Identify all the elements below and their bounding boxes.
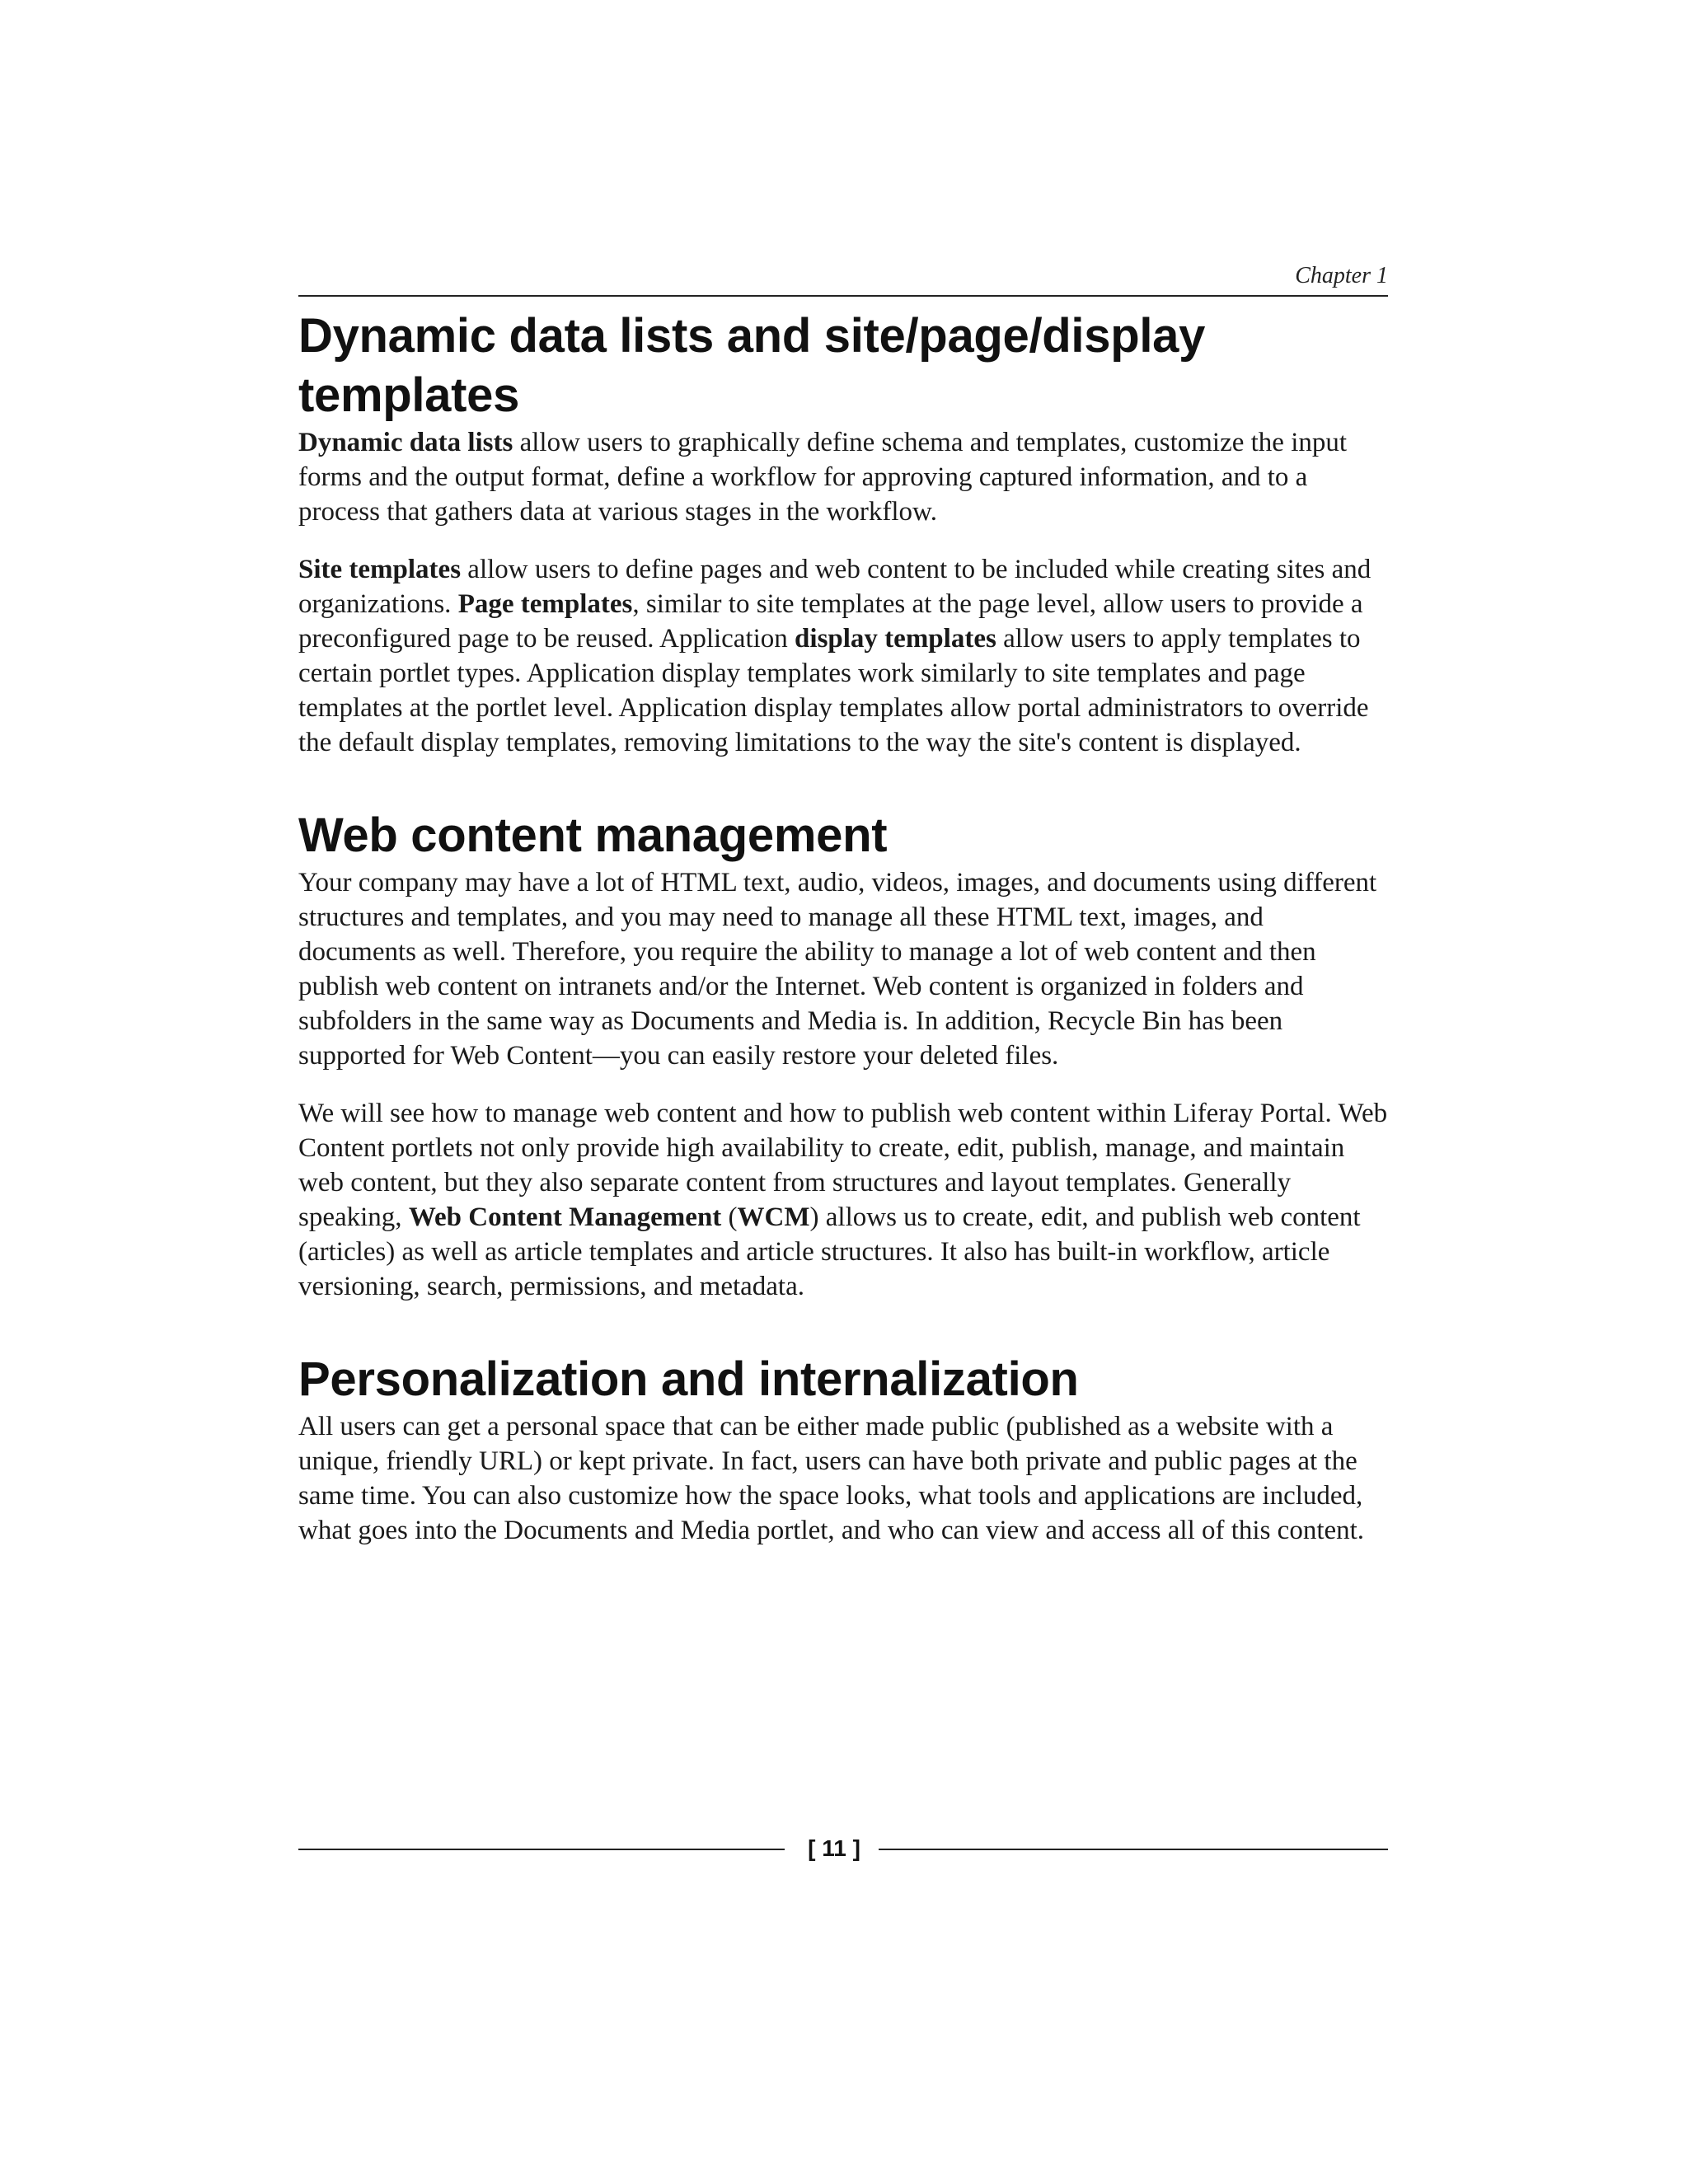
footer-rule-right: [879, 1849, 1388, 1850]
paragraph-text: (: [721, 1202, 738, 1232]
chapter-label: Chapter 1: [1295, 263, 1388, 288]
page-footer: [298, 1834, 1388, 1863]
paragraph-text: allow users to define pages and web content to be included while creating sites and organizations.: [298, 555, 1372, 619]
paragraph-text: We will see how to manage web content and how to publish web content within Liferay Portal. Web Content portlets not only provide high availability to create, edit, publish, manage, and maintain web content, but they also separate content from structures and layout templates. Generally speaking,: [298, 1099, 1388, 1232]
book-page: [298, 0, 1388, 2184]
paragraph-web-content-intro: [298, 865, 1388, 1073]
section-heading-dynamic-data-lists: Dynamic data lists and site/page/display templates: [298, 309, 1206, 422]
bold-term: Site templates: [298, 555, 462, 584]
bold-term: Web Content Management: [408, 1202, 722, 1232]
paragraph-text: All users can get a personal space that can be either made public (published as a website with a unique, friendly URL) or kept private. In fact, users can have both private and public pages at the same time. You can also customize how the space looks, what tools and applications are included, what goes into the Documents and Media portlet, and who can view and access all of this content.: [298, 1412, 1365, 1545]
bold-term: Page templates: [457, 589, 633, 619]
paragraph-text: allow users to graphically define schema and templates, customize the input forms and the output format, define a workflow for approving captured information, and to a process that gathers data at various stages in the workflow.: [298, 428, 1348, 527]
paragraph-text: Your company may have a lot of HTML text, audio, videos, images, and documents using different structures and templates, and you may need to manage all these HTML text, images, and documents as well. Therefore, you require the ability to manage a lot of web content and then publish web content on intranets and/or the Internet. Web content is organized in folders and subfolders in the same way as Documents and Media is. In addition, Recycle Bin has been supported for Web Content—you can easily restore your deleted files.: [298, 868, 1377, 1071]
bold-term: Dynamic data lists: [298, 428, 513, 457]
paragraph-site-templates: [298, 552, 1388, 760]
section-heading-personalization: Personalization and internalization: [298, 1352, 1079, 1406]
paragraph-text: , similar to site templates at the page level, allow users to provide a preconfigured page to be reused. Application: [298, 589, 1363, 654]
page-number: [ 11 ]: [808, 1835, 860, 1861]
page-content: [298, 307, 1388, 1571]
paragraph-dynamic-data-lists: [298, 425, 1388, 529]
paragraph-personalization: [298, 1409, 1388, 1548]
paragraph-web-content-wcm: [298, 1096, 1388, 1304]
paragraph-text: ) allows us to create, edit, and publish web content (articles) as well as article templates and article structures. It also has built-in workflow, article versioning, search, permissions, and metadata.: [298, 1202, 1361, 1301]
bold-term: display templates: [795, 624, 996, 654]
bold-term: WCM: [737, 1202, 810, 1232]
footer-rule-left: [298, 1849, 785, 1850]
paragraph-text: allow users to apply templates to certain portlet types. Application display templates work similarly to site templates and page templates at the portlet level. Application display templates allow portal administrators to override the default display templates, removing limitations to the way the site's content is displayed.: [298, 624, 1369, 757]
section-heading-web-content-management: Web content management: [298, 808, 888, 862]
page-header: [298, 262, 1388, 297]
